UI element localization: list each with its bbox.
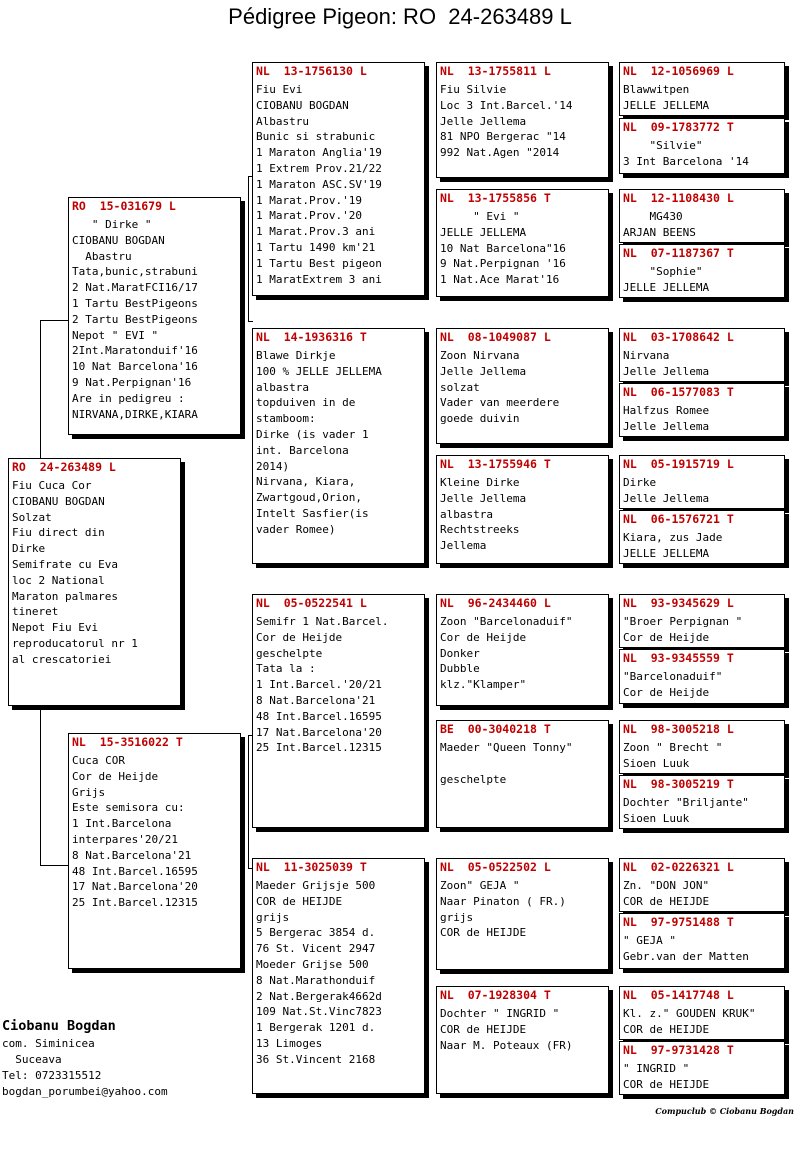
detail-line: COR de HEIJDE (440, 1022, 527, 1036)
pigeon-card-dam (68, 733, 241, 969)
detail-line: Gebr.van der Matten (623, 949, 749, 963)
ring-number: NL 08-1049087 L (440, 330, 551, 344)
ring-number: NL 96-2434460 L (440, 596, 551, 610)
ring-number: NL 93-9345559 T (623, 651, 734, 665)
pigeon-details (620, 1004, 784, 1038)
detail-line: Vader van meerdere (440, 396, 560, 410)
detail-line: com. Siminicea (2, 1037, 95, 1050)
detail-line: Jellema (440, 539, 487, 553)
detail-line: Are in pedigreu : (72, 391, 185, 405)
ring-number: NL 05-0522502 L (440, 860, 551, 874)
detail-line: Sioen Luuk (623, 756, 690, 770)
detail-line: Semifrate cu Eva (12, 557, 118, 571)
detail-line: Rechtstreeks (440, 523, 520, 537)
detail-line: 1 Int.Barcelona (72, 817, 172, 831)
detail-line: topduiven in de (256, 396, 356, 410)
detail-line: CIOBANU BOGDAN (12, 494, 105, 508)
detail-line: Jelle Jellema (440, 114, 527, 128)
detail-line: Zoon" GEJA " (440, 879, 520, 892)
detail-line: " INGRID " (623, 1062, 690, 1075)
pigeon-card-mffm (619, 649, 785, 704)
detail-line: reproducatorul nr 1 (12, 636, 138, 650)
detail-line: Maeder Grijsje 500 (256, 879, 376, 892)
pigeon-card-mff (436, 594, 609, 706)
detail-line: Cor de Heijde (623, 630, 710, 644)
pigeon-card-mfff (619, 594, 785, 648)
detail-line: Moeder Grijse 500 (256, 957, 369, 971)
ring-number: NL 02-0226321 L (623, 860, 734, 874)
ring-number: NL 06-1577083 T (623, 385, 734, 399)
ring-number: NL 09-1783772 T (623, 120, 734, 134)
detail-line: Naar Pinaton ( FR.) (440, 894, 566, 908)
footer-credit: Compuclub © Ciobanu Bogdan (655, 1106, 794, 1116)
detail-line: "Silvie" (623, 139, 703, 152)
detail-line: Zoon Nirvana (440, 349, 520, 362)
detail-line: Abastru (72, 249, 132, 263)
pigeon-card-ffmf (619, 189, 785, 243)
pigeon-details (437, 346, 608, 427)
pigeon-details (620, 262, 784, 296)
pigeon-details (253, 876, 424, 1068)
detail-line: Zoon " Brecht " (623, 741, 723, 754)
ring-number: NL 98-3005218 L (623, 722, 734, 736)
pigeon-card-fmmm (619, 510, 785, 564)
ring-number: NL 12-1108430 L (623, 191, 734, 205)
pigeon-details (620, 207, 784, 241)
pigeon-card-ffm (436, 189, 609, 297)
ring-number: NL 11-3025039 T (256, 860, 367, 874)
detail-line: Dirke (12, 542, 46, 556)
detail-line: Kiara, zus Jade (623, 531, 723, 544)
pigeon-card-mmmm (619, 1041, 785, 1095)
pigeon-details (437, 80, 608, 161)
detail-line: 3 Int Barcelona '14 (623, 154, 749, 168)
detail-line: Sioen Luuk (623, 811, 690, 825)
detail-line: Jelle Jellema (623, 364, 710, 378)
pigeon-card-mmm (436, 986, 609, 1094)
pigeon-card-fmm (436, 455, 609, 564)
detail-line: JELLE JELLEMA (440, 225, 527, 239)
detail-line: 76 St. Vicent 2947 (256, 942, 376, 956)
pigeon-details (620, 793, 784, 827)
detail-line: " GEJA " (623, 934, 676, 947)
detail-line: Fiu Cuca Cor (12, 479, 92, 492)
pigeon-details (620, 136, 784, 170)
detail-line: 48 Int.Barcel.16595 (256, 709, 382, 723)
detail-line: CIOBANU BOGDAN (72, 233, 165, 247)
detail-line: Tel: 0723315512 (2, 1069, 102, 1082)
connector-line (40, 320, 41, 460)
detail-line: ARJAN BEENS (623, 225, 696, 239)
pigeon-card-fmmf (619, 455, 785, 509)
detail-line: COR de HEIJDE (623, 1077, 710, 1091)
detail-line: Halfzus Romee (623, 404, 710, 417)
detail-line: 10 Nat Barcelona'16 (72, 360, 198, 374)
detail-line: albastra (440, 507, 493, 521)
detail-line: Dirke (is vader 1 (256, 427, 369, 441)
pigeon-details (620, 738, 784, 772)
detail-line: NIRVANA,DIRKE,KIARA (72, 407, 198, 421)
pigeon-card-mmfm (619, 913, 785, 969)
detail-line: 1 Maraton ASC.SV'19 (256, 177, 382, 191)
detail-line: 13 Limoges (256, 1036, 323, 1050)
detail-line: Tata,bunic,strabuni (72, 265, 198, 279)
pigeon-card-mm (252, 858, 425, 1094)
detail-line: geschelpte (440, 772, 507, 786)
detail-line: Solzat (12, 510, 52, 524)
pigeon-card-sire (68, 197, 241, 435)
detail-line: Blawwitpen (623, 83, 690, 96)
detail-line: COR de HEIJDE (623, 894, 710, 908)
detail-line: Nepot " EVI " (72, 328, 159, 342)
detail-line: solzat (440, 380, 480, 394)
pigeon-card-fm (252, 328, 425, 564)
detail-line: 1 Extrem Prov.21/22 (256, 161, 382, 175)
pigeon-details (253, 80, 424, 287)
detail-line: Donker (440, 646, 480, 660)
pigeon-card-mfmf (619, 720, 785, 774)
pigeon-card-main (8, 458, 181, 706)
pigeon-details (69, 751, 240, 911)
detail-line: 25 Int.Barcel.12315 (72, 896, 198, 910)
detail-line: 992 Nat.Agen "2014 (440, 146, 560, 160)
pigeon-details (620, 401, 784, 435)
detail-line: COR de HEIJDE (623, 1022, 710, 1036)
pigeon-card-fmfm (619, 383, 785, 437)
detail-line: Jelle Jellema (440, 491, 527, 505)
detail-line: Albastru (256, 114, 309, 128)
detail-line: Tata la : (256, 662, 316, 676)
detail-line: 5 Bergerac 3854 d. (256, 926, 376, 940)
pigeon-details (437, 207, 608, 288)
connector-line (248, 321, 253, 322)
detail-line: "Sophie" (623, 265, 703, 278)
detail-line: vader Romee) (256, 522, 336, 536)
detail-line: Zoon "Barcelonaduif" (440, 615, 573, 628)
ring-number: BE 00-3040218 T (440, 722, 551, 736)
detail-line: Cor de Heijde (623, 685, 710, 699)
ring-number: NL 13-1755811 L (440, 64, 551, 78)
detail-line: Jelle Jellema (440, 364, 527, 378)
detail-line: "Broer Perpignan " (623, 615, 743, 628)
detail-line: 2 Tartu BestPigeons (72, 312, 198, 326)
detail-line: 1 Bergerak 1201 d. (256, 1021, 376, 1035)
ring-number: NL 07-1187367 T (623, 246, 734, 260)
pigeon-details (620, 473, 784, 507)
pigeon-details (437, 473, 608, 554)
pigeon-card-mmmf (619, 986, 785, 1040)
ring-number: NL 13-1755946 T (440, 457, 551, 471)
detail-line: 9 Nat.Perpignan'16 (72, 375, 192, 389)
connector-line (40, 320, 70, 321)
detail-line: Nepot Fiu Evi (12, 621, 99, 635)
detail-line: goede duivin (440, 412, 520, 426)
pigeon-details (620, 1059, 784, 1093)
detail-line: Cuca COR (72, 754, 125, 767)
ring-number: RO 24-263489 L (12, 460, 116, 474)
detail-line: Fiu direct din (12, 526, 105, 540)
ring-number: RO 15-031679 L (72, 199, 176, 213)
ring-number: NL 12-1056969 L (623, 64, 734, 78)
detail-line: " Dirke " (72, 218, 152, 231)
detail-line: 25 Int.Barcel.12315 (256, 741, 382, 755)
pigeon-card-fmff (619, 328, 785, 382)
detail-line: 1 Int.Barcel.'20/21 (256, 678, 382, 692)
pigeon-details (620, 876, 784, 910)
detail-line: grijs (256, 910, 290, 924)
ring-number: NL 05-1915719 L (623, 457, 734, 471)
detail-line: interpares'20/21 (72, 832, 178, 846)
detail-line: Cor de Heijde (440, 630, 527, 644)
detail-line: 1 Tartu 1490 km'21 (256, 240, 376, 254)
ring-number: NL 07-1928304 T (440, 988, 551, 1002)
detail-line: 17 Nat.Barcelona'20 (72, 880, 198, 894)
detail-line: al crescatoriei (12, 652, 112, 666)
detail-line: Kl. z." GOUDEN KRUK" (623, 1007, 756, 1020)
detail-line: Semifr 1 Nat.Barcel. (256, 615, 389, 628)
detail-line: 36 St.Vincent 2168 (256, 1052, 376, 1066)
pigeon-card-ffff (619, 62, 785, 116)
pigeon-card-ff (252, 62, 425, 296)
detail-line: Bunic si strabunic (256, 130, 376, 144)
connector-line (40, 865, 70, 866)
pigeon-details (9, 476, 180, 668)
pigeon-details (437, 612, 608, 693)
detail-line: Maeder "Queen Tonny" (440, 741, 573, 754)
detail-line: 1 Marat.Prov.'19 (256, 193, 362, 207)
detail-line: 100 % JELLE JELLEMA (256, 364, 382, 378)
detail-line: Suceava (2, 1053, 62, 1066)
detail-line: Fiu Evi (256, 83, 303, 96)
detail-line: 2 Nat.MaratFCI16/17 (72, 281, 198, 295)
ring-number: NL 93-9345629 L (623, 596, 734, 610)
detail-line: Dochter "Briljante" (623, 796, 749, 809)
page-title: Pédigree Pigeon: RO 24-263489 L (228, 4, 572, 29)
detail-line: grijs (440, 910, 474, 924)
ring-number: NL 97-9751488 T (623, 915, 734, 929)
pigeon-card-fff (436, 62, 609, 178)
detail-line: Dochter " INGRID " (440, 1007, 560, 1020)
detail-line: stamboom: (256, 412, 316, 426)
pigeon-details (620, 80, 784, 114)
pigeon-details (253, 346, 424, 538)
ring-number: NL 13-1755856 T (440, 191, 551, 205)
detail-line: "Barcelonaduif" (623, 670, 723, 683)
detail-line (440, 756, 605, 772)
pigeon-card-mmf (436, 858, 609, 970)
pigeon-details (620, 346, 784, 380)
detail-line: Kleine Dirke (440, 476, 520, 489)
pigeon-details (69, 215, 240, 422)
pigeon-card-fmf (436, 328, 609, 444)
detail-line: albastra (256, 380, 309, 394)
detail-line: " Evi " (440, 210, 520, 223)
detail-line: Naar M. Poteaux (FR) (440, 1038, 573, 1052)
detail-line: Dirke (623, 476, 657, 489)
pigeon-card-mf (252, 594, 425, 828)
detail-line: loc 2 National (12, 573, 105, 587)
ring-number: NL 05-0522541 L (256, 596, 367, 610)
detail-line: MG430 (623, 210, 683, 223)
detail-line: Zn. "DON JON" (623, 879, 710, 892)
connector-line (248, 735, 249, 868)
detail-line: COR de HEIJDE (256, 894, 343, 908)
detail-line: 109 Nat.St.Vinc7823 (256, 1005, 382, 1019)
detail-line: 1 MaratExtrem 3 ani (256, 272, 382, 286)
pigeon-details (437, 876, 608, 941)
detail-line: Loc 3 Int.Barcel.'14 (440, 98, 573, 112)
detail-line: Maraton palmares (12, 589, 118, 603)
detail-line: 8 Nat.Marathonduif (256, 973, 376, 987)
detail-line: 2014) (256, 459, 290, 473)
detail-line: 2 Nat.Bergerak4662d (256, 989, 382, 1003)
detail-line: 48 Int.Barcel.16595 (72, 864, 198, 878)
detail-line: bogdan_porumbei@yahoo.com (2, 1085, 168, 1098)
detail-line: 17 Nat.Barcelona'20 (256, 725, 382, 739)
ring-number: NL 14-1936316 T (256, 330, 367, 344)
pigeon-details (437, 738, 608, 787)
detail-line: Cor de Heijde (256, 630, 343, 644)
connector-line (40, 705, 41, 865)
ring-number: NL 03-1708642 L (623, 330, 734, 344)
detail-line: 2Int.Maratonduif'16 (72, 344, 198, 358)
ring-number: NL 98-3005219 T (623, 777, 734, 791)
detail-line: Fiu Silvie (440, 83, 507, 96)
detail-line: Nirvana, Kiara, (256, 475, 356, 489)
detail-line: Cor de Heijde (72, 769, 159, 783)
ring-number: NL 13-1756130 L (256, 64, 367, 78)
pigeon-details (620, 931, 784, 965)
detail-line: Blawe Dirkje (256, 349, 336, 362)
detail-line: Dubble (440, 662, 480, 676)
pigeon-card-fffm (619, 118, 785, 174)
detail-line: Zwartgoud,Orion, (256, 491, 362, 505)
detail-line: 1 Tartu BestPigeons (72, 296, 198, 310)
ring-number: NL 06-1576721 T (623, 512, 734, 526)
pigeon-details (620, 667, 784, 701)
ring-number: NL 05-1417748 L (623, 988, 734, 1002)
detail-line: 1 Nat.Ace Marat'16 (440, 273, 560, 287)
detail-line: COR de HEIJDE (440, 926, 527, 940)
owner-contact (2, 1036, 168, 1100)
detail-line: Intelt Sasfier(is (256, 506, 369, 520)
pigeon-card-mmff (619, 858, 785, 912)
connector-line (248, 176, 249, 321)
detail-line: JELLE JELLEMA (623, 98, 710, 112)
pigeon-details (620, 612, 784, 646)
detail-line: JELLE JELLEMA (623, 280, 710, 294)
pigeon-card-mfmm (619, 775, 785, 829)
detail-line: 10 Nat Barcelona"16 (440, 241, 566, 255)
detail-line: 8 Nat.Barcelona'21 (72, 848, 192, 862)
detail-line: klz."Klamper" (440, 678, 527, 692)
detail-line: 1 Marat.Prov.3 ani (256, 225, 376, 239)
detail-line: 81 NPO Bergerac "14 (440, 130, 566, 144)
detail-line: Grijs (72, 785, 106, 799)
detail-line: Jelle Jellema (623, 491, 710, 505)
detail-line: 1 Maraton Anglia'19 (256, 146, 382, 160)
detail-line: 1 Tartu Best pigeon (256, 256, 382, 270)
detail-line: int. Barcelona (256, 443, 349, 457)
pigeon-details (620, 528, 784, 562)
detail-line: Este semisora cu: (72, 801, 185, 815)
detail-line: JELLE JELLEMA (623, 546, 710, 560)
detail-line: 1 Marat.Prov.'20 (256, 209, 362, 223)
pigeon-details (253, 612, 424, 756)
owner-name: Ciobanu Bogdan (2, 1018, 116, 1034)
detail-line: geschelpte (256, 646, 323, 660)
detail-line: 9 Nat.Perpignan '16 (440, 257, 566, 271)
detail-line: CIOBANU BOGDAN (256, 98, 349, 112)
ring-number: NL 97-9731428 T (623, 1043, 734, 1057)
detail-line: tineret (12, 605, 59, 619)
owner-info (2, 1016, 168, 1100)
pigeon-card-mfm (436, 720, 609, 828)
pigeon-card-ffmm (619, 244, 785, 298)
pigeon-details (437, 1004, 608, 1053)
ring-number: NL 15-3516022 T (72, 735, 183, 749)
detail-line: Nirvana (623, 349, 670, 362)
detail-line: Jelle Jellema (623, 419, 710, 433)
detail-line: 8 Nat.Barcelona'21 (256, 693, 376, 707)
